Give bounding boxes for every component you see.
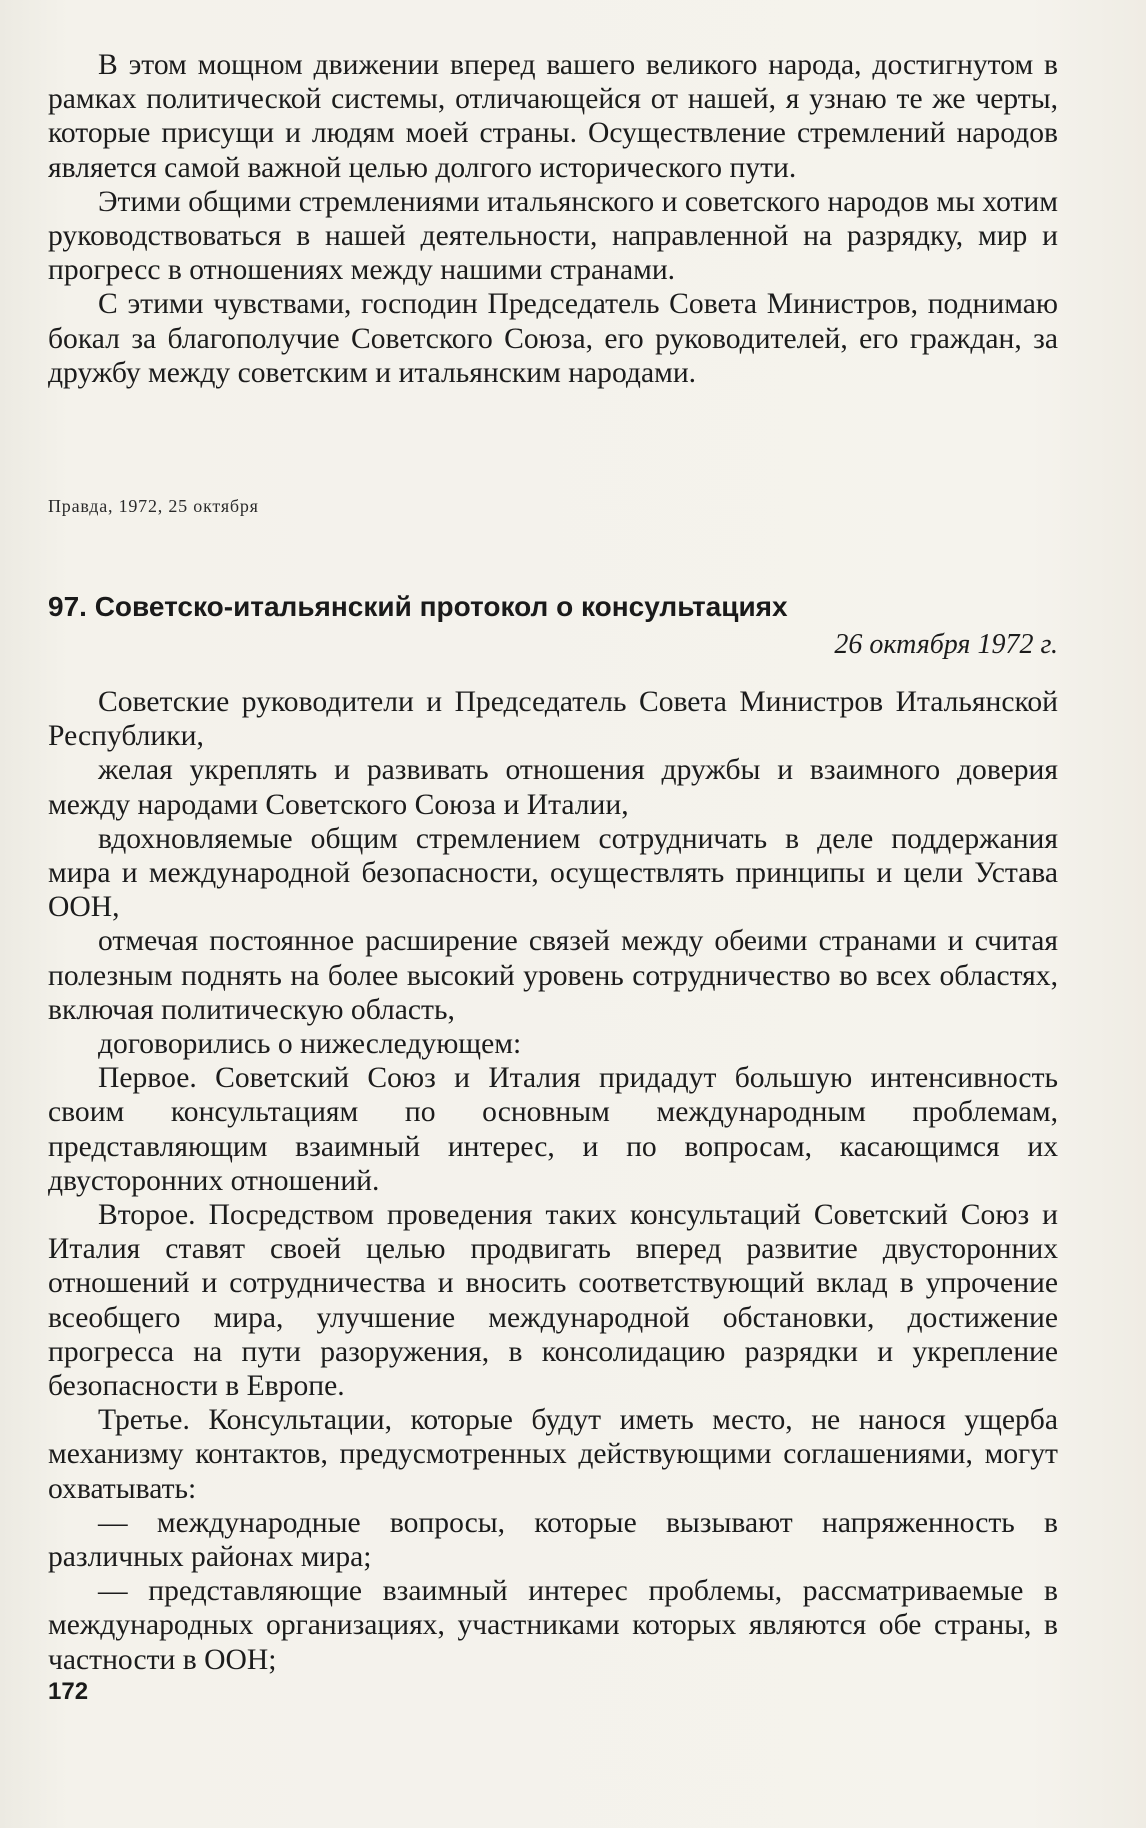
paragraph: Третье. Консультации, которые будут иметь место, не нанося ущерба механизму контактов, предусмотренных действующими соглашениями, могут охватывать: <box>48 1404 1058 1505</box>
section-title: 97. Советско-итальянский протокол о консультациях <box>48 591 788 622</box>
paragraph: отмечая постоянное расширение связей между обеими странами и считая полезным поднять на более высокий уровень сотрудничество во всех областях, включая политическую область, <box>48 925 1058 1026</box>
paragraph: В этом мощном движении вперед вашего великого народа, достигнутом в рамках политической системы, отличающейся от нашей, я узнаю те же черты, которые присущи и людям моей страны. Осуществление стремлений народов является самой важной целью долгого исторического пути. <box>48 49 1058 184</box>
page-number: 172 <box>48 1678 89 1705</box>
paragraph: Этими общими стремлениями итальянского и советского народов мы хотим руководствоваться в нашей деятельности, направленной на разрядку, мир и прогресс в отношениях между нашими странами. <box>48 185 1058 287</box>
paragraph: Первое. Советский Союз и Италия придадут большую интенсивность своим консультациям по основным международным проблемам, представляющим взаимный интерес, и по вопросам, касающимся их двусторонних отношений. <box>48 1062 1058 1197</box>
document-date: 26 октября 1972 г. <box>834 629 1058 660</box>
source-citation: Правда, 1972, 25 октября <box>48 496 259 516</box>
paragraph: желая укреплять и развивать отношения дружбы и взаимного доверия между народами Советского Союза и Италии, <box>48 754 1058 821</box>
paragraph: договорились о нижеследующем: <box>98 1028 522 1061</box>
paragraph: Второе. Посредством проведения таких консультаций Советский Союз и Италия ставят своей целью продвигать вперед развитие двусторонних отношений и сотрудничества и вносить соответствующий вклад в упрочение всеобщего мира, улучшение международной обстановки, достижение прогресса на пути разоружения, в консолидацию разрядки и укрепление безопасности в Европе. <box>48 1199 1058 1403</box>
paragraph: вдохновляемые общим стремлением сотрудничать в деле поддержания мира и международной безопасности, осуществлять принципы и цели Устава ООН, <box>48 822 1058 924</box>
paragraph: Советские руководители и Председатель Совета Министров Итальянской Республики, <box>48 686 1058 753</box>
paragraph: С этими чувствами, господин Председатель Совета Министров, поднимаю бокал за благополучие Советского Союза, его руководителей, его граждан, за дружбу между советским и итальянским народами. <box>48 288 1058 389</box>
intro-text <box>48 48 1058 390</box>
protocol-text <box>48 685 1058 1677</box>
paragraph: — представляющие взаимный интерес проблемы, рассматриваемые в международных организациях, участниками которых являются обе страны, в частности в ООН; <box>48 1575 1058 1676</box>
paragraph: — международные вопросы, которые вызывают напряженность в различных районах мира; <box>48 1506 1058 1574</box>
